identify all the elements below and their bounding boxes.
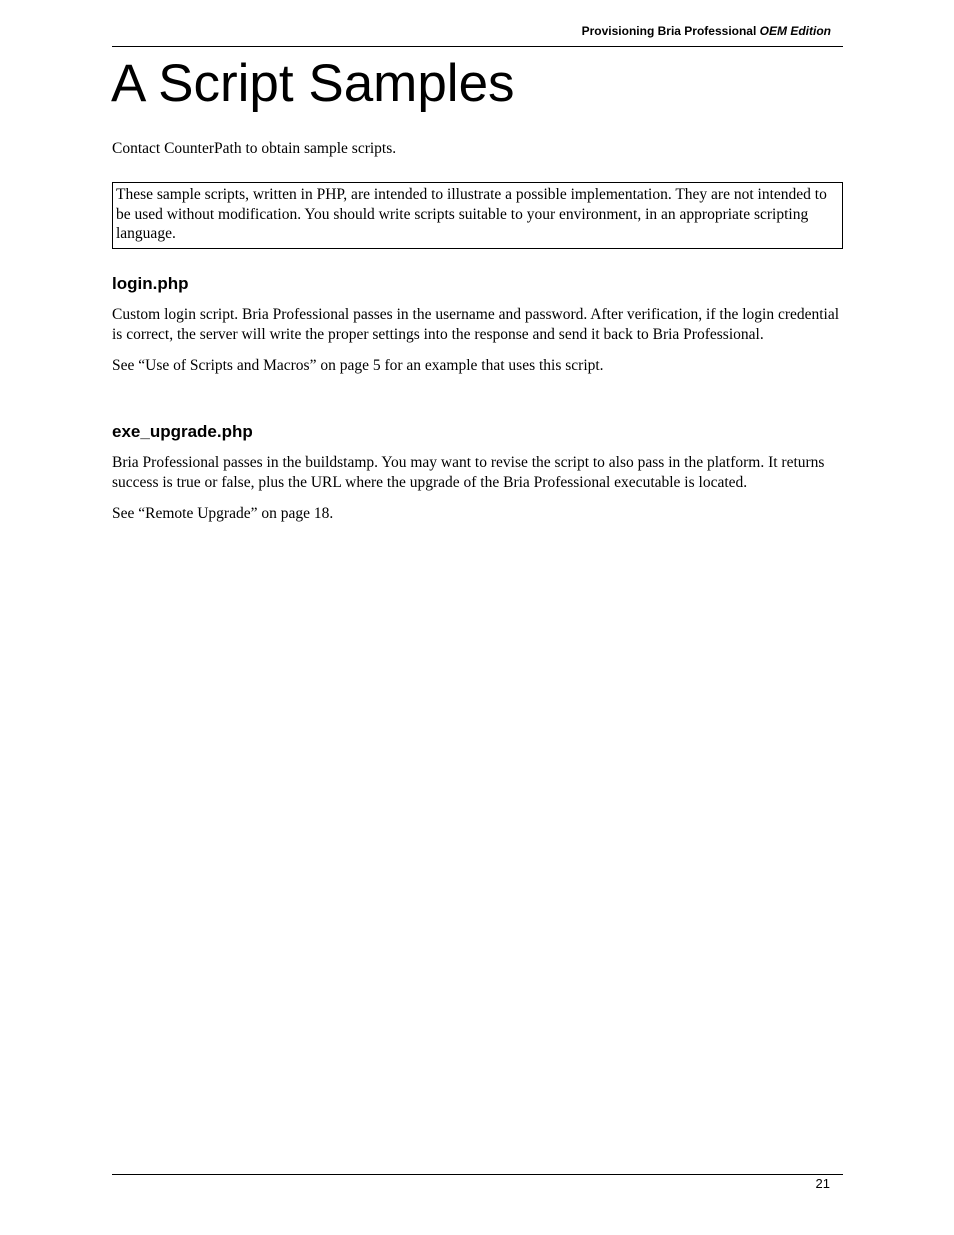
section-paragraph: Custom login script. Bria Professional passes in the username and password. After verification, if the login credential is correct, the server will write the proper settings into the response and send it back to Bria Professional. <box>112 306 840 343</box>
note-text: These sample scripts, written in PHP, are intended to illustrate a possible implementation. They are not intended to be used without modification. You should write scripts suitable to your environment, in an appropriate scripting language. <box>116 186 827 242</box>
cross-reference-paragraph: See “Remote Upgrade” on page 18. <box>112 505 334 522</box>
page-number: 21 <box>815 1176 830 1191</box>
chapter-title: A Script Samples <box>111 54 515 113</box>
section-exe-upgrade-php <box>112 421 842 536</box>
header-edition: OEM Edition <box>759 24 831 38</box>
header-title: Provisioning Bria Professional <box>581 24 757 38</box>
section-login-php <box>112 273 842 388</box>
header-divider <box>112 46 843 47</box>
section-heading: login.php <box>112 274 189 293</box>
note-box <box>112 182 843 249</box>
section-heading: exe_upgrade.php <box>112 422 253 441</box>
intro-paragraph: Contact CounterPath to obtain sample scripts. <box>112 140 397 157</box>
cross-reference-paragraph: See “Use of Scripts and Macros” on page 5 for an example that uses this script. <box>112 357 604 374</box>
section-paragraph: Bria Professional passes in the buildstamp. You may want to revise the script to also pass in the platform. It returns success is true or false, plus the URL where the upgrade of the Bria Professional executable is located. <box>112 454 825 491</box>
running-header <box>582 24 831 38</box>
footer-divider <box>112 1174 843 1175</box>
